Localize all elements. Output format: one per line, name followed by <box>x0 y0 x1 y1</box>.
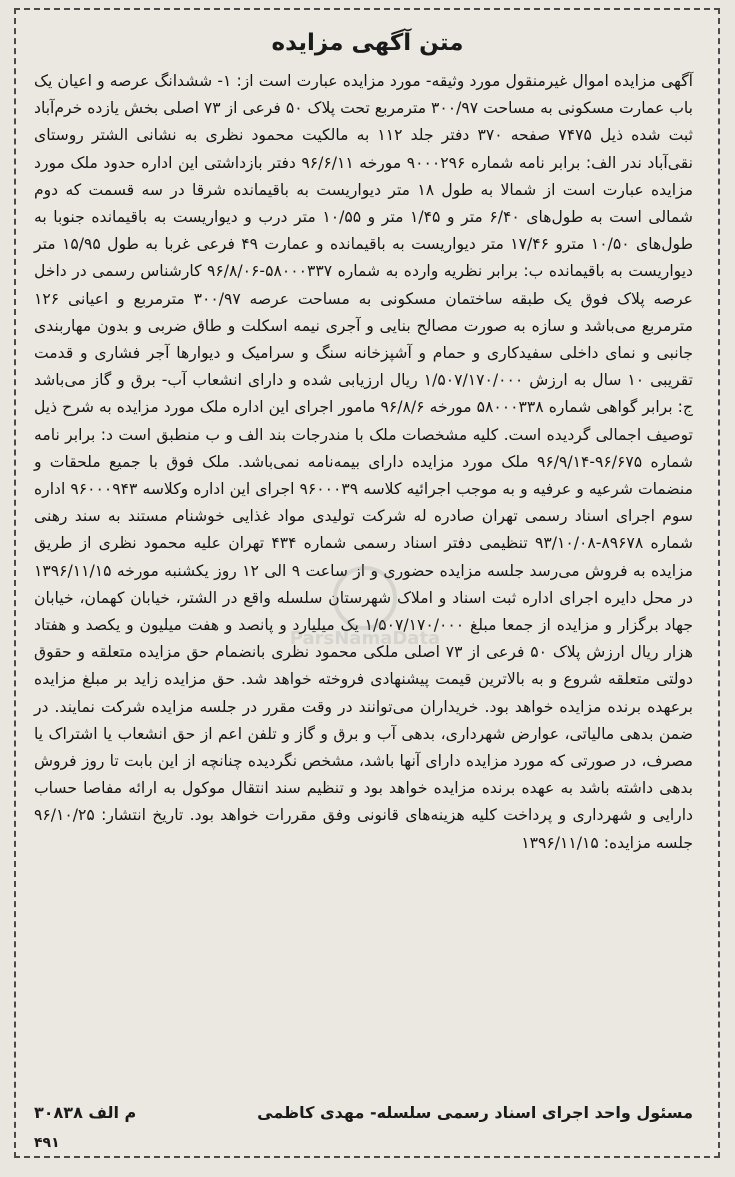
page-number: ۴۹۱ <box>34 1135 60 1151</box>
watermark-logo <box>290 560 440 650</box>
svg-text:ParsNamaData: ParsNamaData <box>290 628 440 649</box>
notice-title: متن آگهی مزایده <box>271 30 464 56</box>
notice-body-paragraph: آگهی مزایده اموال غیرمنقول مورد وثیقه- مورد مزایده عبارت است از: ۱- ششدانگ عرصه و اعیان یک باب عمارت مسکونی به مساحت ۳۰۰/۹۷ مترمربع تحت پلاک ۵۰ فرعی از ۷۳ اصلی بخش یازده خرم‌آباد ثبت شده ذیل ۷۴۷۵ صفحه ۳۷۰ دفتر جلد ۱۱۲ به مالکیت محمود نظری به نشانی الشتر روستای نقی‌آباد ندر الف: برابر نامه شماره ۹۰۰۰۲۹۶ مورخه ۹۶/۶/۱۱ دفتر بازداشتی این اداره حدود ملک مورد مزایده عبارت است از شمالا به طول ۱۸ متر دیواریست به باقیمانده شرقا در سه قسمت که دوم شمالی است به طول‌های ۶/۴۰ متر و ۱/۴۵ متر و ۱۰/۵۵ متر درب و دیواریست به باقیمانده جنوبا به طول‌های ۱۰/۵۰ مترو ۱۷/۴۶ متر دیواریست به باقیمانده و عمارت ۴۹ فرعی غربا به طول ۱۵/۹۵ متر دیواریست به باقیمانده ب: برابر نظریه وارده به شماره ۵۸۰۰۰۳۳۷-۹۶/۸/۰۶ کارشناس رسمی در داخل عرصه پلاک فوق یک طبقه ساختمان مسکونی به مساحت عرصه ۳۰۰/۹۷ مترمربع و اعیانی ۱۲۶ مترمربع می‌باشد و سازه به صورت مصالح بنایی و آجری نیمه اسکلت و طاق ضربی و بدون مهاربندی جانبی و نمای داخلی سفیدکاری و حمام و آشپزخانه سنگ و سرامیک و دیوارها آجر فشاری و قدمت تقریبی ۱۰ سال به ارزش ۱/۵۰۷/۱۷۰/۰۰۰ ریال ارزیابی شده و دارای انشعاب آب- برق و گاز می‌باشد ج: برابر گواهی شماره ۵۸۰۰۰۳۳۸ مورخه ۹۶/۸/۶ مامور اجرای این اداره ملک مورد مزایده به شرح ذیل توصیف اجمالی گردیده است. کلیه مشخصات ملک با مندرجات بند الف و ب منطبق است د: برابر نامه شماره ۹۶/۶۷۵-۹۶/۹/۱۴ ملک مورد مزایده دارای بیمه‌نامه نمی‌باشد. ملک فوق با جمیع ملحقات و منضمات شرعیه و عرفیه و به موجب اجرائیه کلاسه ۹۶۰۰۰۳۹ اجرای این اداره وکلاسه ۹۶۰۰۰۹۴۳ اداره سوم اجرای اسناد رسمی تهران صادره له شرکت تولیدی مواد غذایی خوشنام مستند به سند رهنی شماره ۸۹۶۷۸-۹۳/۱۰/۰۸ تنظیمی دفتر اسناد رسمی شماره ۴۳۴ تهران علیه محمود نظری از طریق مزایده به فروش می‌رسد جلسه مزایده حضوری و از ساعت ۹ الی ۱۲ روز یکشنبه مورخه ۱۳۹۶/۱۱/۱۵ در محل دایره اجرای اداره ثبت اسناد و املاک شهرستان سلسله واقع در الشتر، خیابان کهمان، خیابان جهاد برگزار و مزایده از جمعا مبلغ ۱/۵۰۷/۱۷۰/۰۰۰ یک میلیارد و پانصد و هفت میلیون و یکصد و هفتاد هزار ریال ارزش پلاک ۵۰ فرعی از ۷۳ اصلی ملکی محمود نظری بانضمام حق مزایده متعلقه و حقوق دولتی متعلقه شروع و به بالاترین قیمت پیشنهادی فروخته خواهد شد. حق مزایده زاید بر مبلغ مزایده برعهده برنده مزایده خواهد بود. خریداران می‌توانند در وقت مقرر در جلسه مزایده شرکت نمایند. در ضمن بدهی مالیاتی، عوارض شهرداری، بدهی آب و برق و گاز و تلفن اعم از حق انشعاب یا اشتراک یا مصرف، در صورتی که مورد مزایده دارای آنها باشد، مشخص نگردیده چنانچه از این بابت تا روز فروش بدهی داشته باشد به عهده برنده مزایده خواهد بود و تنظیم سند انتقال موکول به ارائه مفاصا حساب دارایی و شهرداری و پرداخت کلیه هزینه‌های قانونی وفق مقررات خواهد بود. تاریخ انتشار: ۹۶/۱۰/۲۵ جلسه مزایده: ۱۳۹۶/۱۱/۱۵ <box>34 72 694 852</box>
notice-body <box>34 68 693 857</box>
signature-line: مسئول واحد اجرای اسناد رسمی سلسله- مهدی کاظمی <box>257 1103 693 1122</box>
notice-code: م الف ۳۰۸۳۸ <box>34 1103 137 1122</box>
